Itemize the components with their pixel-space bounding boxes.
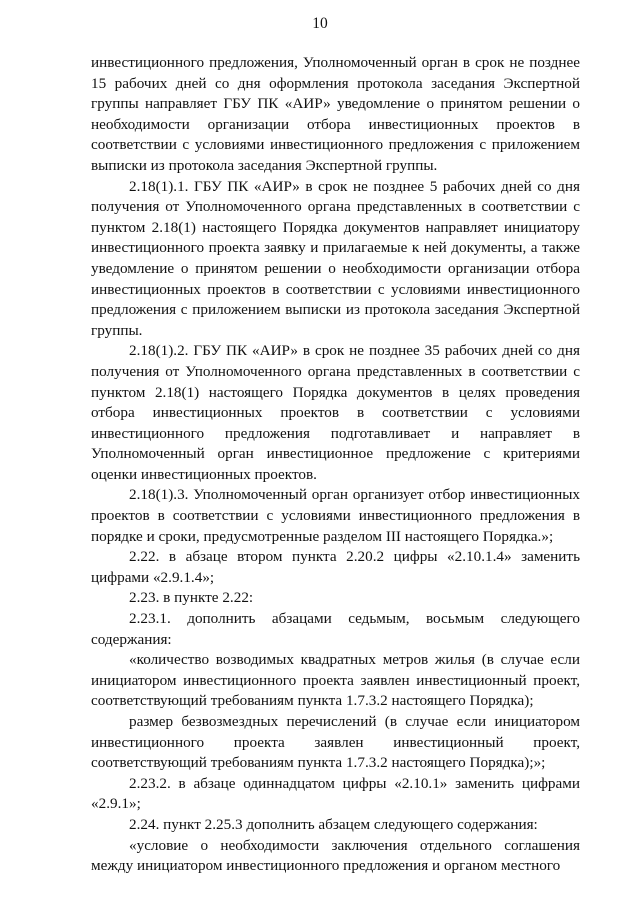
page-number: 10 xyxy=(312,15,328,32)
paragraph: 2.18(1).3. Уполномоченный орган организует отбор инвестиционных проектов в соответствии с условиями инвестиционного предложения в порядке и сроки, предусмотренные разделом III настоящего Порядка.»; xyxy=(91,486,580,545)
document-body xyxy=(91,53,580,877)
paragraph: 2.23. в пункте 2.22: xyxy=(129,589,254,607)
paragraph: 2.23.2. в абзаце одиннадцатом цифры «2.10.1» заменить цифрами «2.9.1»; xyxy=(91,774,580,813)
paragraph: «условие о необходимости заключения отдельного соглашения между инициатором инвестиционного предложения и органом местного xyxy=(91,836,580,875)
paragraph: 2.23.1. дополнить абзацами седьмым, восьмым следующего содержания: xyxy=(91,610,580,648)
paragraph: 2.24. пункт 2.25.3 дополнить абзацем следующего содержания: xyxy=(129,815,538,833)
paragraph: 2.22. в абзаце втором пункта 2.20.2 цифры «2.10.1.4» заменить цифрами «2.9.1.4»; xyxy=(91,548,580,586)
paragraph: «количество возводимых квадратных метров жилья (в случае если инициатором инвестиционного проекта заявлен инвестиционный проект, соответствующий требованиям пункта 1.7.3.2 настоящего Порядка); xyxy=(91,651,580,710)
paragraph: инвестиционного предложения, Уполномоченный орган в срок не позднее 15 рабочих дней со дня оформления протокола заседания Экспертной группы направляет ГБУ ПК «АИР» уведомление о принятом решении о необходимости организации отбора инвестиционных проектов в соответствии с условиями инвестиционного предложения с приложением выписки из протокола заседания Экспертной группы. xyxy=(91,54,580,174)
paragraph: 2.18(1).2. ГБУ ПК «АИР» в срок не позднее 35 рабочих дней со дня получения от Уполномоченного органа представленных в соответствии с пунктом 2.18(1) настоящего Порядка документов в целях проведения отбора инвестиционных проектов в соответствии с условиями инвестиционного предложения подготавливает и направляет в Уполномоченный орган инвестиционное предложение с критериями оценки инвестиционных проектов. xyxy=(91,342,580,483)
paragraph: 2.18(1).1. ГБУ ПК «АИР» в срок не позднее 5 рабочих дней со дня получения от Уполномоченного органа представленных в соответствии с пунктом 2.18(1) настоящего Порядка документов направляет инициатору инвестиционного проекта заявку и прилагаемые к ней документы, а также уведомление о принятом решении о необходимости организации отбора инвестиционных проектов в соответствии с условиями инвестиционного предложения с приложением выписки из протокола заседания Экспертной группы. xyxy=(91,177,580,339)
paragraph: размер безвозмездных перечислений (в случае если инициатором инвестиционного проекта заявлен инвестиционный проект, соответствующий требованиям пункта 1.7.3.2 настоящего Порядка);»; xyxy=(91,713,580,772)
